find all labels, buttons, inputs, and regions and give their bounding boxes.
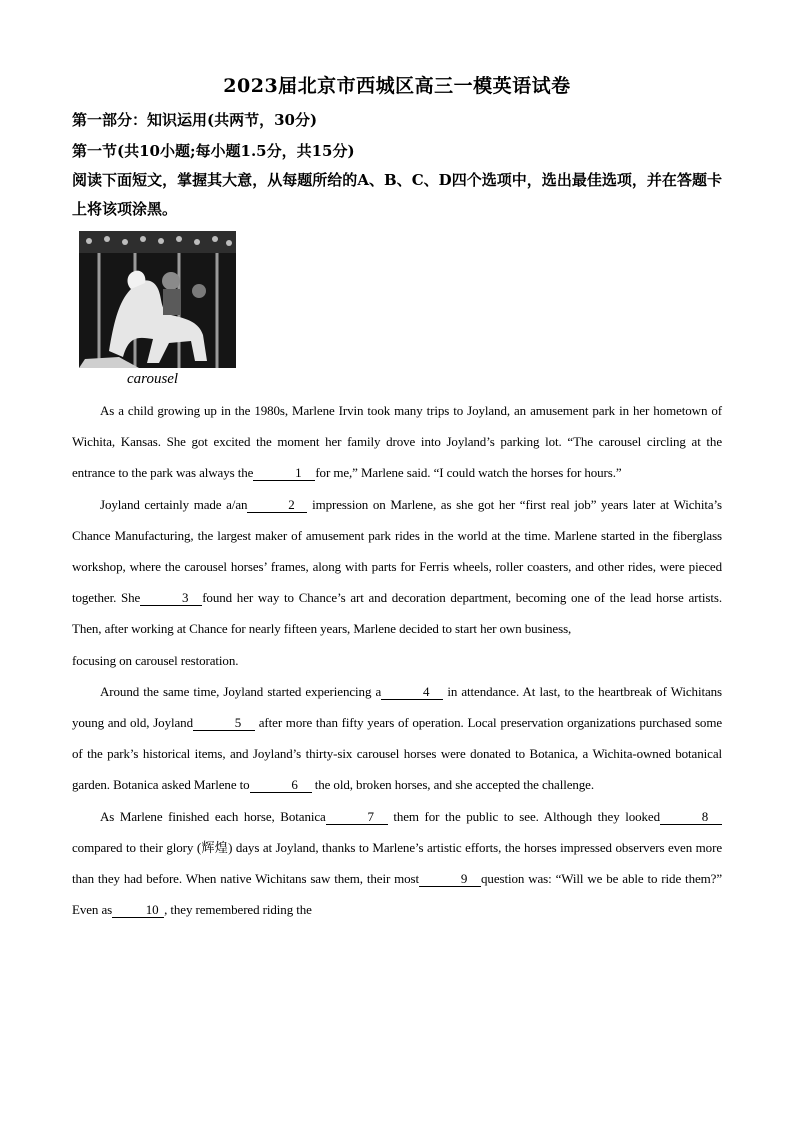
exam-title: 2023届北京市西城区高三一模英语试卷: [223, 75, 571, 97]
section-heading: 第一节(共10小题;每小题1.5分，共15分): [72, 142, 355, 160]
instructions: 阅读下面短文，掌握其大意，从每题所给的A、B、C、D四个选项中，选出最佳选项，并在答题卡上将该项涂黑。: [72, 171, 722, 218]
passage: [72, 395, 722, 925]
paragraph-text: found her way to Chance’s art and decoration department, becoming one of the lead horse artists. Then, after working at Chance for nearly fifteen years, Marlene decided to start her own business,: [72, 590, 722, 637]
blank-10[interactable]: 10: [112, 902, 164, 918]
paragraph-4: [72, 801, 722, 926]
paragraph-text: the old, broken horses, and she accepted the challenge.: [311, 777, 595, 793]
paragraph-text: them for the public to see. Although they looked: [387, 808, 660, 824]
blank-4[interactable]: 4: [381, 684, 443, 700]
paragraph-2-continued: focusing on carousel restoration.: [72, 652, 239, 668]
paragraph-text: for me,” Marlene said. “I could watch the horses for hours.”: [315, 465, 622, 481]
paragraph-text: impression on Marlene, as she got her “first real job” years later at Wichita’s Chance Manufacturing, the largest maker of amusement park rides in the world at the time. Marlene started in the fiberglass workshop, where the carousel horses’ frames, along with parts for Ferris wheels, roller coasters, and other rides, were pieced together. She: [72, 496, 722, 606]
blank-9[interactable]: 9: [419, 871, 481, 887]
blank-6[interactable]: 6: [250, 777, 312, 793]
blank-8[interactable]: 8: [660, 809, 722, 825]
paragraph-text: question was: “Will we be able to ride them?” Even as: [72, 871, 722, 918]
carousel-illustration: [79, 231, 236, 368]
paragraph-text: Around the same time, Joyland started experiencing a: [100, 683, 382, 699]
blank-5[interactable]: 5: [193, 715, 255, 731]
figure-caption: carousel: [127, 371, 179, 387]
paragraph-text: , they remembered riding the: [164, 902, 312, 918]
paragraph-2: [72, 489, 722, 645]
paragraph-text: compared to their glory (辉煌) days at Joyland, thanks to Marlene’s artistic efforts, the horses impressed observers even more than they had before. When native Wichitans saw them, their most: [72, 839, 722, 887]
blank-2[interactable]: 2: [247, 497, 307, 513]
paragraph-3: [72, 676, 722, 801]
blank-3[interactable]: 3: [140, 590, 202, 606]
blank-1[interactable]: 1: [253, 465, 315, 481]
paragraph-text: after more than fifty years of operation. Local preservation organizations purchased some of the park’s historical items, and Joyland’s thirty-six carousel horses were donated to Botanica, a Wichita-owned botanical garden. Botanica asked Marlene to: [72, 715, 722, 793]
paragraph-text: Joyland certainly made a/an: [100, 496, 248, 512]
paragraph-text: in attendance. At last, to the heartbreak of Wichitans young and old, Joyland: [72, 683, 722, 731]
paragraph-1: [72, 395, 722, 489]
blank-7[interactable]: 7: [326, 809, 388, 825]
paragraph-text: As Marlene finished each horse, Botanica: [100, 808, 326, 824]
paragraph-text: As a child growing up in the 1980s, Marlene Irvin took many trips to Joyland, an amusement park in her hometown of Wichita, Kansas. She got excited the moment her family drove into Joyland’s parking lot. “The carousel circling at the entrance to the park was always the: [72, 403, 722, 481]
part-heading: 第一部分：知识运用(共两节，30分): [72, 111, 318, 129]
